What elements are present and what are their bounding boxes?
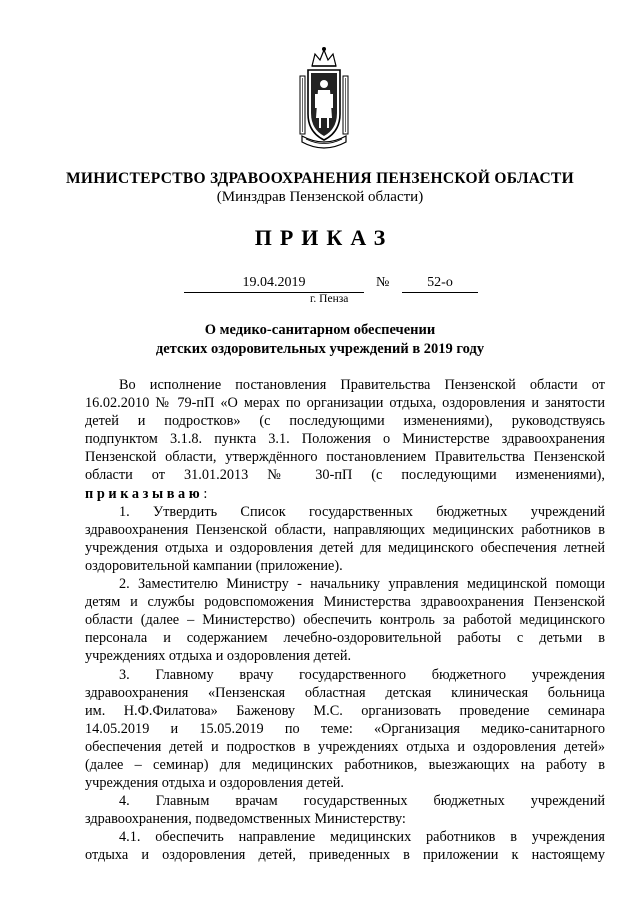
number-sign: № xyxy=(376,275,390,290)
body-line: детей и подростков» (с последующими изменениями), руководствуясь xyxy=(85,413,605,430)
body-line xyxy=(85,485,605,503)
body-line: здравоохранения «Пензенская областная детская клиническая больница xyxy=(85,684,605,701)
body-line: Пензенской области, утверждённого постановлением Правительства Пензенской xyxy=(85,449,605,466)
body-line: области от 31.01.2013 № 30-пП (с последующими изменениями), xyxy=(85,467,605,484)
body-line: обеспечения детей и подростков в учреждениях отдыха и оздоровления детей» xyxy=(85,738,605,755)
body-line: учреждения отдыха и оздоровления детей для медицинского обеспечения летней xyxy=(85,539,605,556)
order-body xyxy=(85,376,605,865)
body-line: персонала и содержанием лечебно-оздоровительной работы с детьми в xyxy=(85,630,605,647)
body-line: учреждения отдыха и оздоровления детей. xyxy=(85,775,344,792)
body-line: подпунктом 3.1.8. пункта 3.1. Положения о Министерстве здравоохранения xyxy=(85,431,605,448)
body-line: 4.1. обеспечить направление медицинских работников в учреждения xyxy=(119,829,605,846)
body-line: 2. Заместителю Министру - начальнику управления медицинской помощи xyxy=(119,576,605,593)
ministry-title: МИНИСТЕРСТВО ЗДРАВООХРАНЕНИЯ ПЕНЗЕНСКОЙ ОБЛАСТИ xyxy=(65,170,575,187)
body-line: учреждениях отдыха и оздоровления детей. xyxy=(85,648,352,665)
body-line: отдыха и оздоровления детей, приведенных в приложении к настоящему xyxy=(85,847,605,864)
body-line: (далее – семинар) для медицинских работников, выезжающих на работу в xyxy=(85,756,605,773)
body-line: 3. Главному врачу государственного бюджетного учреждения xyxy=(119,666,605,683)
order-number: 52-о xyxy=(402,273,478,293)
order-keyword-colon: : xyxy=(203,485,208,502)
order-date: 19.04.2019 xyxy=(184,273,364,293)
city-label: г. Пенза xyxy=(310,293,349,305)
body-line: детям и службы родовспоможения Министерства здравоохранения Пензенской xyxy=(85,594,605,611)
body-line: 14.05.2019 и 15.05.2019 по теме: «Организация медико-санитарного xyxy=(85,720,605,737)
subject-line: детских оздоровительных учреждений в 2019 году xyxy=(155,341,485,357)
body-line: 4. Главным врачам государственных бюджетных учреждений xyxy=(119,793,605,810)
body-line: 16.02.2010 № 79-пП «О мерах по организации отдыха, оздоровления и занятости xyxy=(85,395,605,412)
body-line: Во исполнение постановления Правительства Пензенской области от xyxy=(119,377,605,393)
body-line: здравоохранения, подведомственных Министерству: xyxy=(85,811,406,828)
body-line: оздоровительной кампании (приложение). xyxy=(85,557,343,574)
order-keyword: приказываю xyxy=(85,485,204,502)
order-subject xyxy=(0,321,640,359)
body-line: области (далее – Министерство) обеспечить контроль за работой медицинского xyxy=(85,612,605,629)
ministry-short-name: (Минздрав Пензенской области) xyxy=(216,189,424,205)
body-line: им. Н.Ф.Филатова» Баженову М.С. организовать проведение семинара xyxy=(85,702,605,719)
body-line: здравоохранения Пензенской области, направляющих медицинских работников в xyxy=(85,521,605,538)
subject-line: О медико-санитарном обеспечении xyxy=(204,322,436,338)
coat-of-arms-emblem xyxy=(298,44,350,154)
document-type-title: ПРИКАЗ xyxy=(254,225,394,250)
body-line: 1. Утвердить Список государственных бюджетных учреждений xyxy=(119,503,605,520)
